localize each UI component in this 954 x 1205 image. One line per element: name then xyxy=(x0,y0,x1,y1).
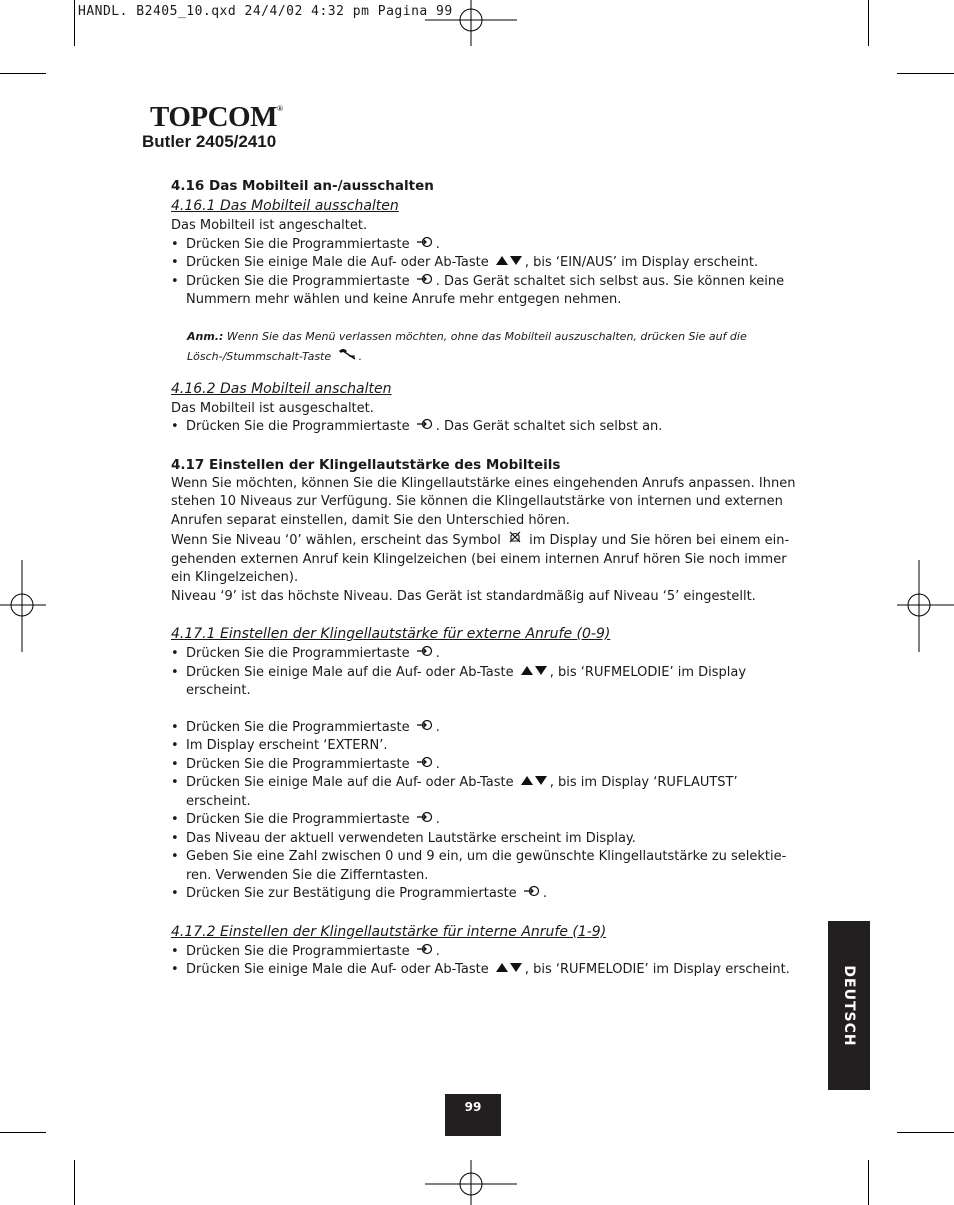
model-title: Butler 2405/2410 xyxy=(142,132,277,151)
list-item: • Drücken Sie einige Male die Auf- oder Ab-Taste , bis ‘EIN/AUS’ im Display erscheint. xyxy=(171,254,801,273)
program-key-icon xyxy=(523,885,541,904)
list-item: • Drücken Sie die Programmiertaste . xyxy=(171,719,801,738)
page-number: 99 xyxy=(445,1094,501,1136)
note: Anm.: Wenn Sie das Menü verlassen möchten, ohne das Mobilteil auszuschalten, drücken Sie auf die Lösch-/Stummschalt-Taste . xyxy=(187,327,801,367)
program-key-icon xyxy=(416,273,434,292)
program-key-icon xyxy=(416,811,434,830)
list-item: • Drücken Sie einige Male auf die Auf- oder Ab-Taste , bis im Display ‘RUFLAUTST’ erscheint. xyxy=(171,774,801,811)
subsection-heading-4-17-2: 4.17.2 Einstellen der Klingellautstärke für interne Anrufe (1-9) xyxy=(171,923,607,940)
list-item: • Drücken Sie einige Male auf die Auf- oder Ab-Taste , bis ‘RUFMELODIE’ im Display erscheint. xyxy=(171,664,801,701)
subsection-heading-4-16-2: 4.16.2 Das Mobilteil anschalten xyxy=(171,380,392,397)
crop-mark xyxy=(74,0,75,46)
program-key-icon xyxy=(416,645,434,664)
paragraph: Niveau ‘9’ ist das höchste Niveau. Das Gerät ist standardmäßig auf Niveau ‘5’ eingestellt. xyxy=(171,588,756,604)
registration-mark-right xyxy=(897,560,954,652)
list-item: • Drücken Sie die Programmiertaste . xyxy=(171,756,801,775)
crop-mark xyxy=(897,73,954,74)
list-item: • Drücken Sie die Programmiertaste . Das Gerät schaltet sich selbst an. xyxy=(171,418,801,437)
up-down-arrows-icon xyxy=(495,961,523,980)
section-heading-4-17: 4.17 Einstellen der Klingellautstärke des Mobilteils xyxy=(171,456,561,473)
instruction-list xyxy=(171,645,801,701)
program-key-icon xyxy=(416,719,434,738)
crop-mark xyxy=(0,73,46,74)
note-label: Anm.: xyxy=(187,329,224,343)
up-down-arrows-icon xyxy=(520,664,548,683)
crop-mark xyxy=(897,1132,954,1133)
brand-logo: TOPCOM® xyxy=(150,101,283,133)
subsection-heading-4-16-1: 4.16.1 Das Mobilteil ausschalten xyxy=(171,198,399,214)
paragraph: Das Mobilteil ist ausgeschaltet. xyxy=(171,400,374,416)
instruction-list xyxy=(171,719,801,904)
up-down-arrows-icon xyxy=(495,254,523,273)
list-item: • Drücken Sie die Programmiertaste . xyxy=(171,943,801,962)
program-key-icon xyxy=(416,236,434,255)
crop-mark xyxy=(0,1132,46,1133)
paragraph: Wenn Sie Niveau ‘0’ wählen, erscheint das Symbol im Display und Sie hören bei einem ein-gehenden externen Anruf kein Klingelzeichen (bei einem internen Anruf hören Sie noch immer ein Klingelzeichen). xyxy=(171,530,801,588)
crop-mark xyxy=(868,0,869,46)
instruction-list xyxy=(171,418,801,437)
up-down-arrows-icon xyxy=(520,774,548,793)
ring-off-icon xyxy=(507,530,523,551)
subsection-heading-4-17-1: 4.17.1 Einstellen der Klingellautstärke für externe Anrufe (0-9) xyxy=(171,626,611,642)
list-item: • Drücken Sie die Programmiertaste . xyxy=(171,645,801,664)
program-key-icon xyxy=(416,943,434,962)
list-item: • Drücken Sie zur Bestätigung die Programmiertaste . xyxy=(171,885,801,904)
language-tab: DEUTSCH xyxy=(828,921,870,1090)
crop-mark xyxy=(868,1160,869,1205)
paragraph: Wenn Sie möchten, können Sie die Klingellautstärke eines eingehenden Anrufs anpassen. Ihnen stehen 10 Niveaus zur Verfügung. Sie können die Klingellautstärke von internen und externen Anrufen separat einstellen, damit Sie den Unterschied hören. xyxy=(171,475,796,528)
mute-key-icon xyxy=(337,347,357,367)
list-item: • Das Niveau der aktuell verwendeten Lautstärke erscheint im Display. xyxy=(171,830,801,849)
list-item: • Im Display erscheint ‘EXTERN’. xyxy=(171,737,801,756)
list-item: • Drücken Sie die Programmiertaste . xyxy=(171,811,801,830)
crop-mark xyxy=(74,1160,75,1205)
program-key-icon xyxy=(416,756,434,775)
list-item: • Drücken Sie einige Male die Auf- oder Ab-Taste , bis ‘RUFMELODIE’ im Display erscheint. xyxy=(171,961,801,980)
registration-mark-bottom xyxy=(425,1160,517,1205)
registration-mark-left xyxy=(0,560,46,652)
list-item: • Drücken Sie die Programmiertaste . Das Gerät schaltet sich selbst aus. Sie können keine Nummern mehr wählen und keine Anrufe mehr entgegen nehmen. xyxy=(171,273,801,310)
print-slug: HANDL. B2405_10.qxd 24/4/02 4:32 pm Pagina 99 xyxy=(78,4,453,19)
instruction-list xyxy=(171,943,801,980)
list-item: • Drücken Sie die Programmiertaste . xyxy=(171,236,801,255)
program-key-icon xyxy=(416,418,434,437)
instruction-list xyxy=(171,236,801,310)
list-item: • Geben Sie eine Zahl zwischen 0 und 9 ein, um die gewünschte Klingellautstärke zu selektie-ren. Verwenden Sie die Zifferntasten. xyxy=(171,848,801,885)
page-content xyxy=(171,176,801,980)
section-heading-4-16: 4.16 Das Mobilteil an-/ausschalten xyxy=(171,178,434,194)
paragraph: Das Mobilteil ist angeschaltet. xyxy=(171,218,368,233)
